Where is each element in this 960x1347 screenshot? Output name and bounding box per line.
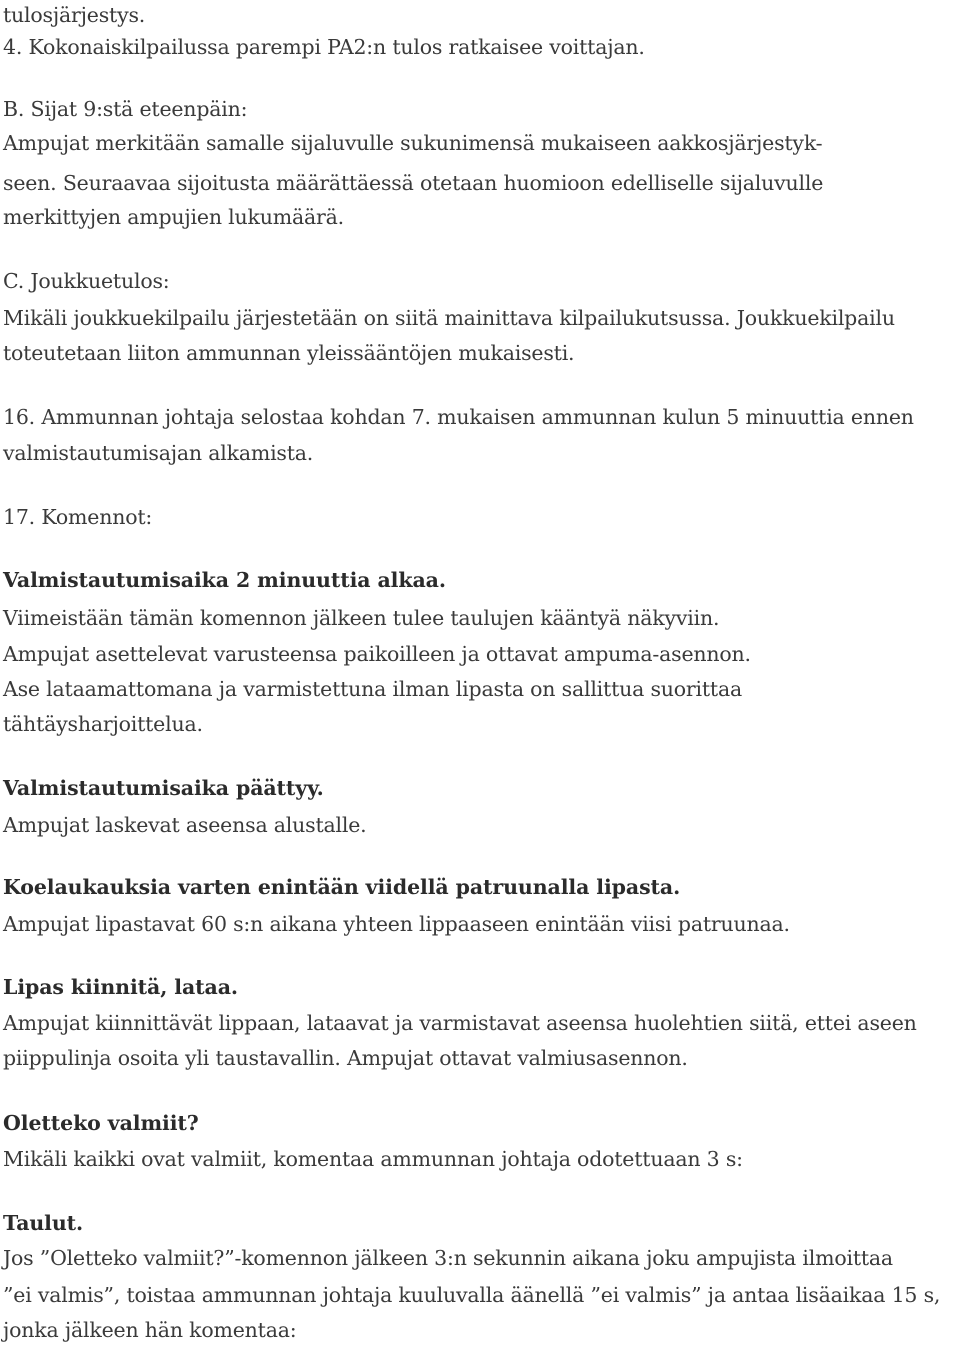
text-line: Ampujat lipastavat 60 s:n aikana yhteen lippaaseen enintään viisi patruunaa. <box>3 912 790 936</box>
section-c-heading: C. Joukkuetulos: <box>3 269 170 293</box>
paragraph-16: 16. Ammunnan johtaja selostaa kohdan 7. mukaisen ammunnan kulun 5 minuuttia ennen <box>3 405 914 429</box>
text-line: jonka jälkeen hän komentaa: <box>3 1318 297 1342</box>
text-line: Ampujat laskevat aseensa alustalle. <box>3 813 367 837</box>
text-line: Mikäli joukkuekilpailu järjestetään on siitä mainittava kilpailukutsussa. Joukkuekilpailu <box>3 306 895 330</box>
text-line: Ampujat kiinnittävät lippaan, lataavat ja varmistavat aseensa huolehtien siitä, ettei aseen <box>3 1011 917 1035</box>
command-heading: Koelaukauksia varten enintään viidellä patruunalla lipasta. <box>3 875 681 899</box>
command-heading: Oletteko valmiit? <box>3 1111 199 1135</box>
text-line: Jos ”Oletteko valmiit?”-komennon jälkeen 3:n sekunnin aikana joku ampujista ilmoittaa <box>3 1246 893 1270</box>
command-heading: Taulut. <box>3 1211 84 1235</box>
command-heading: Valmistautumisaika 2 minuuttia alkaa. <box>3 568 446 592</box>
text-line: Ase lataamattomana ja varmistettuna ilman lipasta on sallittua suorittaa <box>3 677 742 701</box>
text-line: tulosjärjestys. <box>3 3 146 27</box>
text-line: merkittyjen ampujien lukumäärä. <box>3 205 344 229</box>
text-line: Mikäli kaikki ovat valmiit, komentaa ammunnan johtaja odotettuaan 3 s: <box>3 1147 743 1171</box>
section-b-heading: B. Sijat 9:stä eteenpäin: <box>3 97 248 121</box>
text-line: Ampujat merkitään samalle sijaluvulle sukunimensä mukaiseen aakkosjärjestyk- <box>3 131 823 155</box>
text-line: ”ei valmis”, toistaa ammunnan johtaja kuuluvalla äänellä ”ei valmis” ja antaa lisäaikaa 15 s, <box>3 1283 941 1307</box>
list-item-4: 4. Kokonaiskilpailussa parempi PA2:n tulos ratkaisee voittajan. <box>3 35 645 59</box>
text-line: valmistautumisajan alkamista. <box>3 441 314 465</box>
text-line: seen. Seuraavaa sijoitusta määrättäessä otetaan huomioon edelliselle sijaluvulle <box>3 171 824 195</box>
text-line: Ampujat asettelevat varusteensa paikoilleen ja ottavat ampuma-asennon. <box>3 642 751 666</box>
text-line: Viimeistään tämän komennon jälkeen tulee taulujen kääntyä näkyviin. <box>3 606 720 630</box>
command-heading: Valmistautumisaika päättyy. <box>3 776 324 800</box>
text-line: piippulinja osoita yli taustavallin. Ampujat ottavat valmiusasennon. <box>3 1046 688 1070</box>
paragraph-17-heading: 17. Komennot: <box>3 505 153 529</box>
text-line: toteutetaan liiton ammunnan yleissääntöjen mukaisesti. <box>3 341 575 365</box>
text-line: tähtäysharjoittelua. <box>3 712 203 736</box>
command-heading: Lipas kiinnitä, lataa. <box>3 975 238 999</box>
